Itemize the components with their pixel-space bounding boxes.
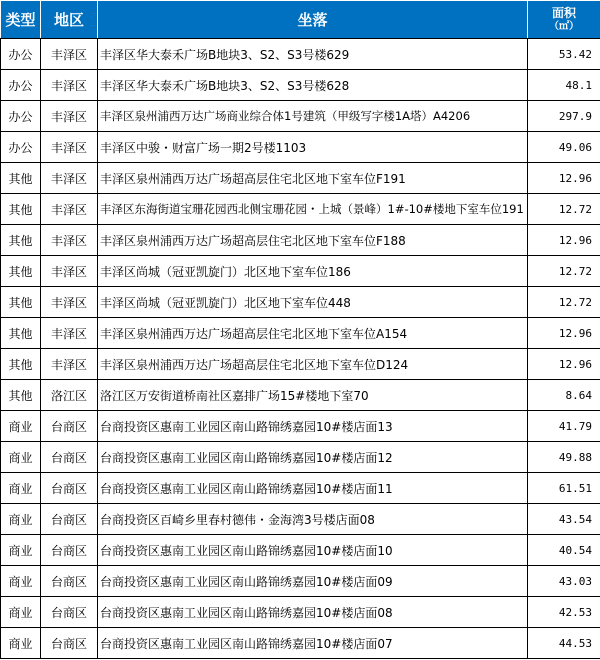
table-row (1, 225, 600, 256)
cell-address: 丰泽区泉州浦西万达广场商业综合体1号建筑（甲级写字楼1A塔）A4206 (98, 101, 528, 132)
cell-address: 丰泽区尚城（冠亚凯旋门）北区地下室车位448 (98, 287, 528, 318)
cell-district: 丰泽区 (41, 194, 98, 225)
cell-area: 61.51 (528, 473, 600, 504)
header-address: 坐落 (98, 1, 528, 39)
table-row (1, 132, 600, 163)
cell-type: 其他 (1, 380, 41, 411)
cell-type: 商业 (1, 504, 41, 535)
cell-district: 台商区 (41, 597, 98, 628)
cell-address: 丰泽区中骏・财富广场一期2号楼1103 (98, 132, 528, 163)
cell-area: 8.64 (528, 380, 600, 411)
table-row (1, 597, 600, 628)
cell-district: 丰泽区 (41, 287, 98, 318)
cell-type: 商业 (1, 566, 41, 597)
cell-district: 丰泽区 (41, 225, 98, 256)
cell-district: 丰泽区 (41, 256, 98, 287)
cell-area: 49.06 (528, 132, 600, 163)
cell-area: 40.54 (528, 535, 600, 566)
cell-address: 丰泽区华大泰禾广场B地块3、S2、S3号楼628 (98, 70, 528, 101)
cell-type: 其他 (1, 318, 41, 349)
cell-district: 丰泽区 (41, 39, 98, 70)
cell-address: 丰泽区尚城（冠亚凯旋门）北区地下室车位186 (98, 256, 528, 287)
cell-address: 丰泽区泉州浦西万达广场超高层住宅北区地下室车位F191 (98, 163, 528, 194)
cell-area: 12.72 (528, 287, 600, 318)
cell-district: 台商区 (41, 442, 98, 473)
cell-type: 其他 (1, 287, 41, 318)
cell-area: 12.96 (528, 225, 600, 256)
header-area-label: 面积 (551, 5, 576, 20)
cell-type: 办公 (1, 101, 41, 132)
cell-district: 台商区 (41, 411, 98, 442)
cell-area: 12.96 (528, 163, 600, 194)
cell-area: 41.79 (528, 411, 600, 442)
table-row (1, 39, 600, 70)
cell-type: 其他 (1, 256, 41, 287)
cell-address: 台商投资区惠南工业园区南山路锦绣嘉园10#楼店面13 (98, 411, 528, 442)
cell-area: 12.72 (528, 194, 600, 225)
cell-district: 台商区 (41, 473, 98, 504)
cell-district: 台商区 (41, 535, 98, 566)
cell-address: 台商投资区百崎乡里春村德伟・金海湾3号楼店面08 (98, 504, 528, 535)
cell-address: 台商投资区惠南工业园区南山路锦绣嘉园10#楼店面07 (98, 628, 528, 659)
cell-type: 办公 (1, 132, 41, 163)
table-row (1, 163, 600, 194)
table-row (1, 287, 600, 318)
cell-area: 42.53 (528, 597, 600, 628)
cell-address: 台商投资区惠南工业园区南山路锦绣嘉园10#楼店面09 (98, 566, 528, 597)
cell-address: 丰泽区华大泰禾广场B地块3、S2、S3号楼629 (98, 39, 528, 70)
cell-area: 12.96 (528, 318, 600, 349)
cell-address: 台商投资区惠南工业园区南山路锦绣嘉园10#楼店面12 (98, 442, 528, 473)
header-row (1, 1, 600, 39)
cell-district: 丰泽区 (41, 132, 98, 163)
cell-type: 其他 (1, 349, 41, 380)
cell-district: 洛江区 (41, 380, 98, 411)
cell-type: 办公 (1, 39, 41, 70)
cell-district: 丰泽区 (41, 70, 98, 101)
table-row (1, 70, 600, 101)
cell-type: 商业 (1, 411, 41, 442)
table-row (1, 411, 600, 442)
cell-address: 丰泽区泉州浦西万达广场超高层住宅北区地下室车位F188 (98, 225, 528, 256)
cell-district: 台商区 (41, 566, 98, 597)
cell-district: 丰泽区 (41, 101, 98, 132)
cell-address: 丰泽区泉州浦西万达广场超高层住宅北区地下室车位D124 (98, 349, 528, 380)
cell-area: 12.96 (528, 349, 600, 380)
cell-area: 44.53 (528, 628, 600, 659)
cell-address: 洛江区万安街道桥南社区嘉排广场15#楼地下室70 (98, 380, 528, 411)
cell-type: 商业 (1, 597, 41, 628)
cell-district: 丰泽区 (41, 318, 98, 349)
cell-area: 49.88 (528, 442, 600, 473)
cell-address: 丰泽区泉州浦西万达广场超高层住宅北区地下室车位A154 (98, 318, 528, 349)
cell-type: 办公 (1, 70, 41, 101)
cell-type: 其他 (1, 225, 41, 256)
table-row (1, 566, 600, 597)
cell-address: 台商投资区惠南工业园区南山路锦绣嘉园10#楼店面10 (98, 535, 528, 566)
table-row (1, 318, 600, 349)
table-row (1, 256, 600, 287)
cell-type: 商业 (1, 473, 41, 504)
cell-area: 297.9 (528, 101, 600, 132)
cell-district: 丰泽区 (41, 349, 98, 380)
table-row (1, 504, 600, 535)
header-area-unit: （㎡） (549, 20, 579, 32)
header-area (528, 1, 600, 39)
cell-address: 台商投资区惠南工业园区南山路锦绣嘉园10#楼店面11 (98, 473, 528, 504)
cell-type: 其他 (1, 163, 41, 194)
table-row (1, 380, 600, 411)
table-row (1, 101, 600, 132)
cell-type: 商业 (1, 442, 41, 473)
cell-area: 53.42 (528, 39, 600, 70)
table-row (1, 194, 600, 225)
table-row (1, 349, 600, 380)
cell-type: 商业 (1, 628, 41, 659)
cell-address: 丰泽区东海街道宝珊花园西北侧宝珊花园・上城（景峰）1#-10#楼地下室车位191 (98, 194, 528, 225)
cell-area: 43.03 (528, 566, 600, 597)
cell-area: 43.54 (528, 504, 600, 535)
table-body (1, 39, 600, 659)
cell-area: 12.72 (528, 256, 600, 287)
table-row (1, 628, 600, 659)
header-district: 地区 (41, 1, 98, 39)
cell-district: 台商区 (41, 628, 98, 659)
table-row (1, 442, 600, 473)
table-row (1, 535, 600, 566)
cell-address: 台商投资区惠南工业园区南山路锦绣嘉园10#楼店面08 (98, 597, 528, 628)
cell-district: 台商区 (41, 504, 98, 535)
cell-type: 商业 (1, 535, 41, 566)
cell-area: 48.1 (528, 70, 600, 101)
table-row (1, 473, 600, 504)
cell-type: 其他 (1, 194, 41, 225)
header-type: 类型 (1, 1, 41, 39)
cell-district: 丰泽区 (41, 163, 98, 194)
